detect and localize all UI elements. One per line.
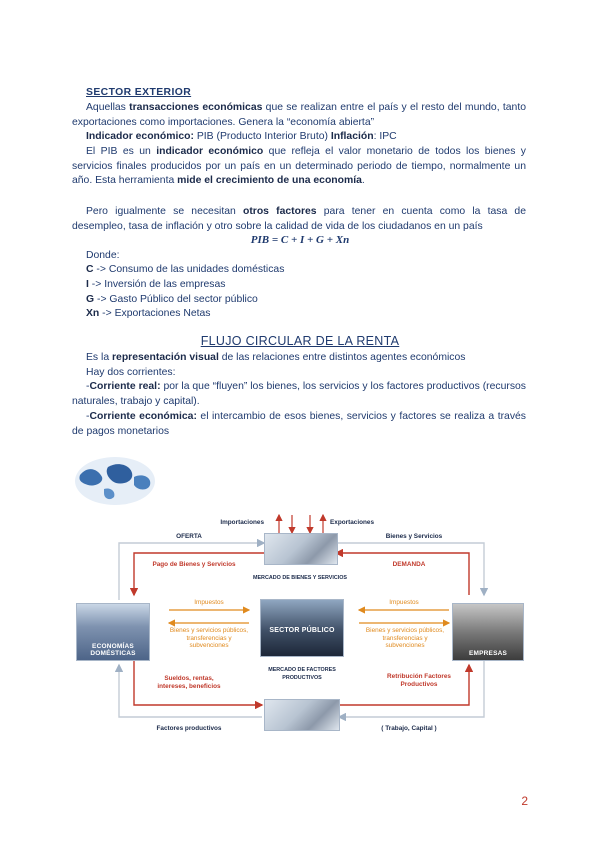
label-pago-bienes: Pago de Bienes y Servicios [152, 561, 236, 568]
text-run: de las relaciones entre distintos agentes económicos [218, 352, 466, 363]
text-run: El PIB es un [86, 146, 157, 157]
bold-term: Corriente real: [89, 381, 161, 392]
page-number: 2 [521, 794, 528, 808]
pib-formula: PIB = C + I + G + Xn [250, 234, 350, 246]
term-symbol: I [86, 279, 89, 290]
term-symbol: C [86, 264, 94, 275]
outer-flow-top-right [336, 543, 484, 595]
outer-flow-bottom-right [339, 660, 484, 717]
bold-term: transacciones económicas [129, 102, 263, 113]
paragraph-corrientes: Hay dos corrientes: [86, 367, 176, 378]
households-photo [76, 603, 150, 661]
circular-flow-diagram [74, 455, 526, 745]
firms-photo [452, 603, 524, 661]
text-run: . [361, 175, 365, 187]
bold-term: Corriente económica: [89, 411, 197, 422]
bold-term: mide el crecimiento de una economía [177, 175, 362, 187]
label-bienes-publicos-right: Bienes y servicios públicos, transferencias y subvenciones [365, 627, 445, 649]
term-text: -> Gasto Público del sector público [94, 294, 258, 305]
outer-flow-top-left [119, 543, 264, 600]
text-run: PIB (Producto Interior Bruto) [193, 131, 331, 142]
text-run: que refleja el valor monetario de todos los bienes y servicios finales producidos por un país en un determinado periodo de tiempo, normalmente un año. Esta herramienta [72, 146, 527, 187]
paragraph-pib [72, 145, 526, 189]
bold-term: Inflación [330, 131, 374, 142]
term-symbol: Xn [86, 308, 100, 319]
label-bienes-publicos-left: Bienes y servicios públicos, transferencias y subvenciones [169, 627, 249, 649]
handshake-photo-bottom [264, 699, 340, 731]
section-heading-sector-exterior: SECTOR EXTERIOR [86, 87, 192, 98]
households-caption: ECONOMÍAS DOMÉSTICAS [90, 643, 136, 657]
bold-term: indicador económico [156, 146, 264, 157]
paragraph-otros-factores [72, 205, 526, 234]
public-sector-caption: SECTOR PÚBLICO [269, 627, 335, 634]
outer-flow-bottom-left [119, 665, 262, 717]
text-run: el intercambio de esos bienes, servicios y factores se realiza a través de pagos monetarios [72, 411, 526, 437]
bold-term: otros factores [242, 206, 317, 217]
firms-caption: EMPRESAS [468, 650, 508, 657]
label-mercado-factores: MERCADO DE FACTORES PRODUCTIVOS [268, 667, 336, 681]
paragraph-representacion [72, 351, 526, 366]
term-text: -> Exportaciones Netas [99, 308, 211, 319]
text-run: - [86, 411, 90, 422]
text-run: Es la [86, 352, 112, 363]
bold-term: Indicador económico: [86, 131, 194, 142]
label-impuestos-right: Impuestos [389, 599, 419, 606]
bold-term: representación visual [112, 352, 219, 363]
text-run: que se realizan entre el país y el resto del mundo, tanto exportaciones como importaciones. Genera la “economía abierta” [72, 102, 526, 128]
text-run: : IPC [373, 131, 397, 142]
label-oferta: OFERTA [176, 533, 202, 540]
section-heading-flujo: FLUJO CIRCULAR DE LA RENTA [200, 334, 400, 348]
label-sueldos: Sueldos, rentas, intereses, beneficios [157, 675, 221, 690]
handshake-photo-top [264, 533, 338, 565]
text-run: Aquellas [86, 102, 130, 113]
paragraph-corriente-economica [72, 410, 526, 439]
text-run: para tener en cuenta como la tasa de desempleo, tasa de inflación y otro sobre la calidad de vida de los ciudadanos en un país [72, 206, 526, 232]
label-impuestos-left: Impuestos [194, 599, 224, 606]
term-g [86, 293, 258, 308]
donde-label: Donde: [86, 250, 120, 261]
paragraph-transacciones [72, 101, 526, 130]
label-retribucion: Retribución Factores Productivos [387, 673, 451, 688]
term-xn [86, 307, 210, 322]
term-text: -> Consumo de las unidades domésticas [93, 264, 285, 275]
term-symbol: G [86, 294, 95, 305]
money-flow-demand [336, 553, 469, 595]
label-exportaciones: Exportaciones [330, 519, 375, 526]
label-trabajo-capital: ( Trabajo, Capital ) [381, 725, 437, 732]
term-c [86, 263, 284, 278]
text-run: - [86, 381, 90, 392]
text-run: por la que “fluyen” los bienes, los servicios y los factores productivos (recursos naturales, trabajo y capital). [72, 381, 526, 407]
public-sector-photo [260, 599, 344, 657]
label-demanda: DEMANDA [392, 561, 426, 568]
label-importaciones: Importaciones [220, 519, 264, 526]
text-run: Pero igualmente se necesitan [86, 206, 243, 217]
paragraph-corriente-real [72, 380, 526, 409]
paragraph-indicadores [72, 130, 526, 145]
term-i [86, 278, 225, 293]
label-bienes-servicios: Bienes y Servicios [385, 533, 443, 540]
term-text: -> Inversión de las empresas [88, 279, 226, 290]
world-globe-icon [74, 455, 156, 507]
label-mercado-bienes: MERCADO DE BIENES Y SERVICIOS [252, 575, 348, 581]
money-flow-households-pay [134, 553, 266, 595]
label-factores-productivos: Factores productivos [156, 725, 222, 732]
